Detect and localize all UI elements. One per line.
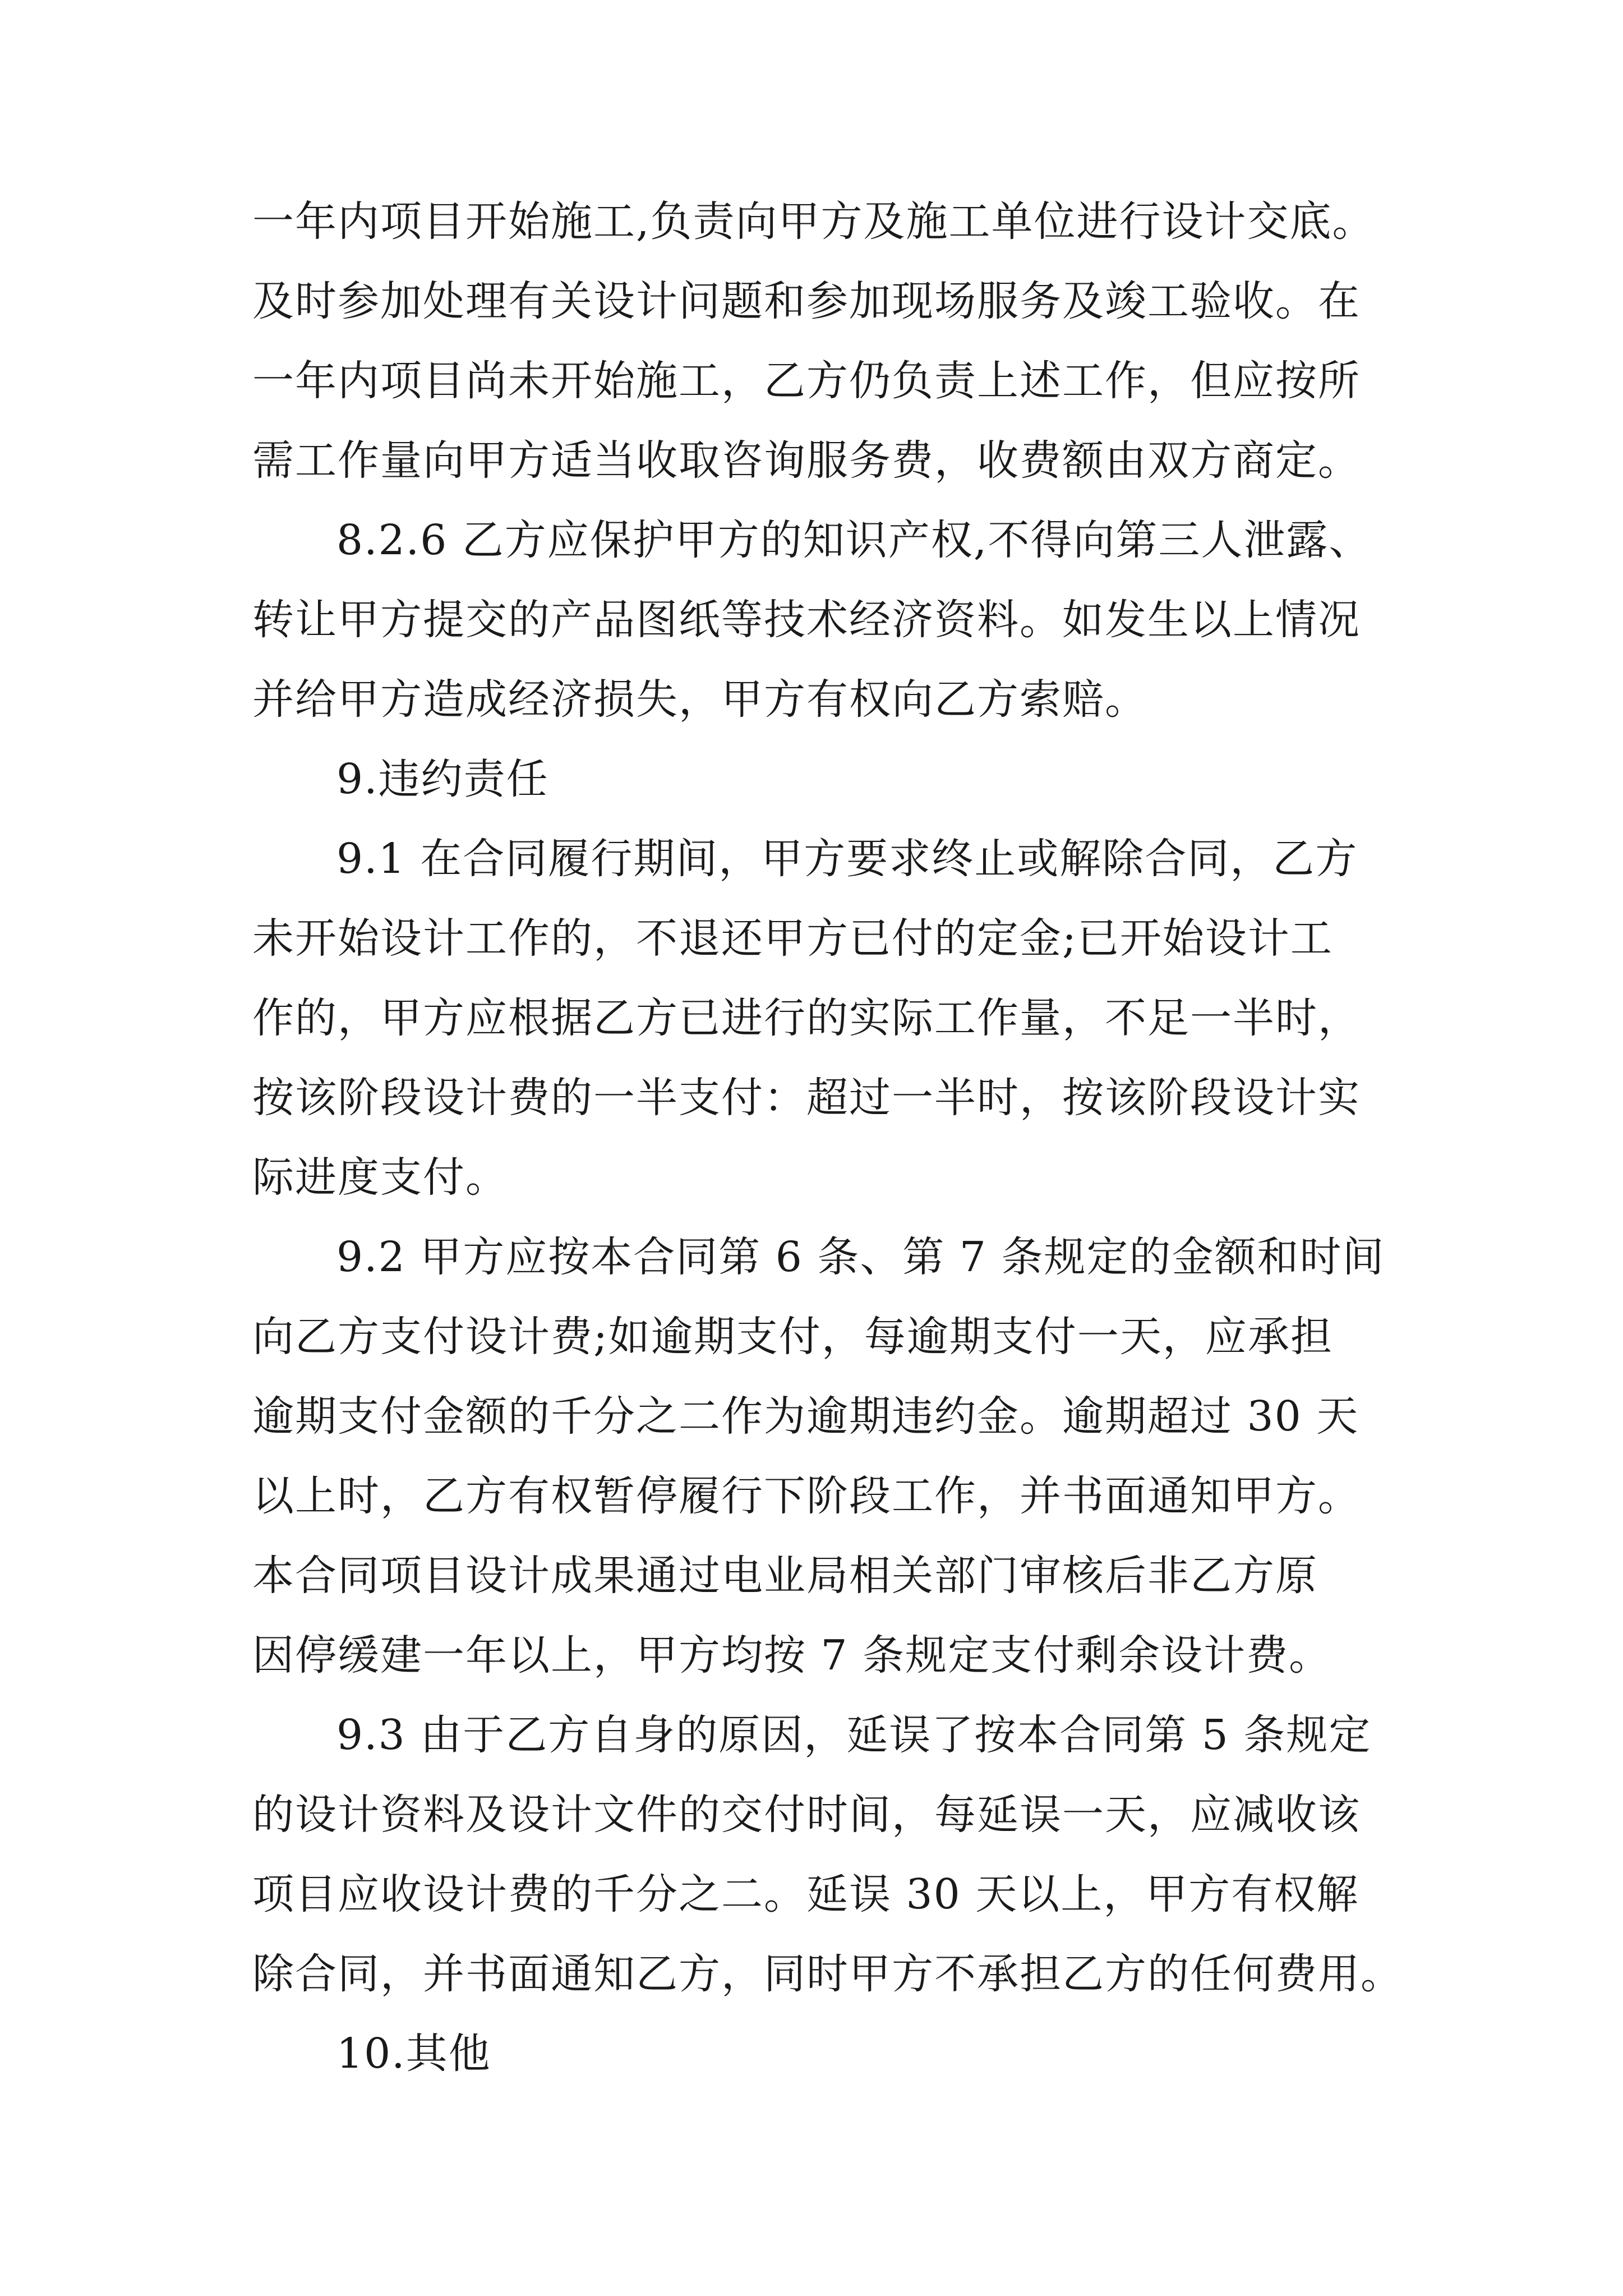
text-line: 际进度支付。	[252, 1153, 508, 1202]
text-line: 9.3 由于乙方自身的原因，延误了按本合同第 5 条规定	[336, 1711, 1372, 1759]
text-line: 按该阶段设计费的一半支付：超过一半时，按该阶段设计实	[252, 1074, 1361, 1122]
text-line: 本合同项目设计成果通过电业局相关部门审核后非乙方原	[252, 1552, 1318, 1600]
text-line: 转让甲方提交的产品图纸等技术经济资料。如发生以上情况	[252, 596, 1361, 644]
text-line: 项目应收设计费的千分之二。延误 30 天以上，甲方有权解	[252, 1870, 1359, 1918]
text-line: 以上时，乙方有权暂停履行下阶段工作，并书面通知甲方。	[252, 1472, 1361, 1520]
text-line: 8.2.6 乙方应保护甲方的知识产权,不得向第三人泄露、	[336, 516, 1372, 564]
text-line: 及时参加处理有关设计问题和参加现场服务及竣工验收。在	[252, 277, 1361, 325]
text-line: 逾期支付金额的千分之二作为逾期违约金。逾期超过 30 天	[252, 1392, 1359, 1441]
text-line: 的设计资料及设计文件的交付时间，每延误一天，应减收该	[252, 1791, 1361, 1839]
text-line: 9.2 甲方应按本合同第 6 条、第 7 条规定的金额和时间	[336, 1233, 1385, 1281]
text-line: 作的，甲方应根据乙方已进行的实际工作量，不足一半时，	[252, 994, 1361, 1042]
section-heading: 9.违约责任	[336, 755, 549, 803]
text-line: 并给甲方造成经济损失，甲方有权向乙方索赔。	[252, 675, 1147, 724]
text-line: 向乙方支付设计费;如逾期支付，每逾期支付一天，应承担	[252, 1313, 1333, 1361]
section-heading: 10.其他	[336, 2030, 491, 2078]
text-line: 9.1 在合同履行期间，甲方要求终止或解除合同，乙方	[336, 835, 1358, 883]
text-line: 除合同，并书面通知乙方，同时甲方不承担乙方的任何费用。	[252, 1950, 1403, 1998]
text-line: 因停缓建一年以上，甲方均按 7 条规定支付剩余设计费。	[252, 1631, 1332, 1680]
text-line: 需工作量向甲方适当收取咨询服务费，收费额由双方商定。	[252, 436, 1361, 485]
text-line: 一年内项目尚未开始施工，乙方仍负责上述工作，但应按所	[252, 357, 1361, 405]
text-line: 未开始设计工作的，不退还甲方已付的定金;已开始设计工	[252, 914, 1333, 963]
text-line: 一年内项目开始施工,负责向甲方及施工单位进行设计交底。	[252, 197, 1375, 246]
